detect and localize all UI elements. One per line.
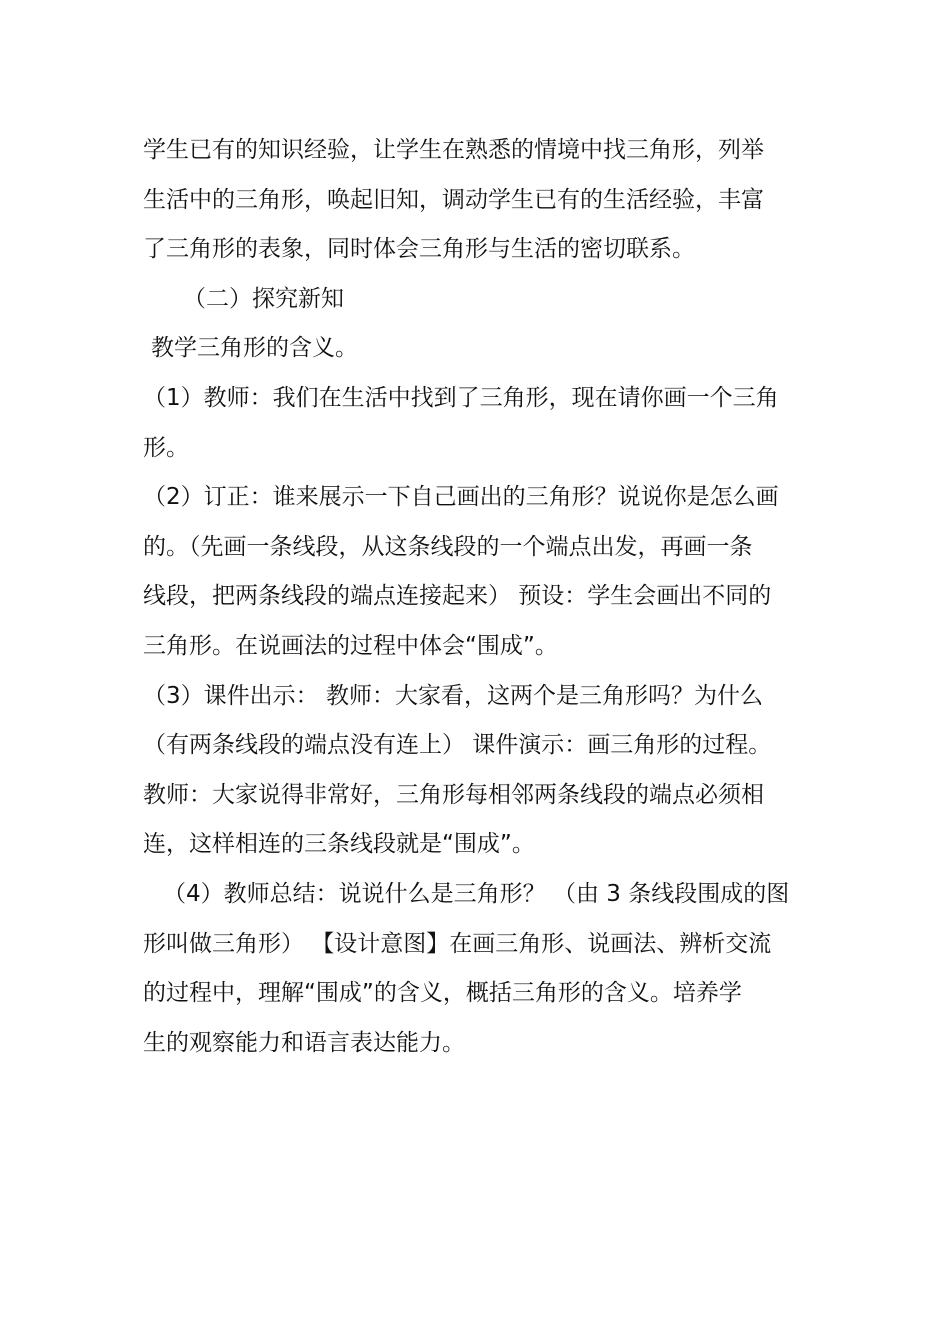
text-line: （2）订正：谁来展示一下自己画出的三角形？说说你是怎么画 [143, 484, 779, 511]
text-line: （1）教师：我们在生活中找到了三角形，现在请你画一个三角 [143, 384, 779, 411]
text-line: 了三角形的表象，同时体会三角形与生活的密切联系。 [143, 236, 695, 263]
text-line: 形。 [143, 434, 189, 461]
text-line: （有两条线段的端点没有连上） 课件演示：画三角形的过程。 [143, 732, 772, 759]
section-heading: （二）探究新知 [183, 285, 344, 312]
text-line: 的过程中，理解“围成”的含义，概括三角形的含义。培养学 [143, 980, 742, 1007]
text-line: （3）课件出示： 教师：大家看，这两个是三角形吗？为什么 [143, 682, 763, 709]
text-line: （4）教师总结：说说什么是三角形？ （由 3 条线段围成的图 [163, 880, 790, 907]
text-line: 生活中的三角形，唤起旧知，调动学生已有的生活经验，丰富 [143, 186, 764, 213]
text-line: 连，这样相连的三条线段就是“围成”。 [143, 831, 535, 858]
text-line: 形叫做三角形） 【设计意图】在画三角形、说画法、辨析交流 [143, 930, 772, 957]
text-line: 教学三角形的含义。 [151, 335, 358, 362]
text-line: 教师：大家说得非常好，三角形每相邻两条线段的端点必须相 [143, 781, 764, 808]
text-line: 三角形。在说画法的过程中体会“围成”。 [143, 632, 558, 659]
text-line: 线段，把两条线段的端点连接起来） 预设：学生会画出不同的 [143, 583, 772, 610]
text-line: 生的观察能力和语言表达能力。 [143, 1029, 465, 1056]
text-line: 学生已有的知识经验，让学生在熟悉的情境中找三角形，列举 [143, 137, 764, 163]
text-line: 的。（先画一条线段，从这条线段的一个端点出发，再画一条 [143, 533, 753, 560]
document-body [143, 126, 808, 1068]
